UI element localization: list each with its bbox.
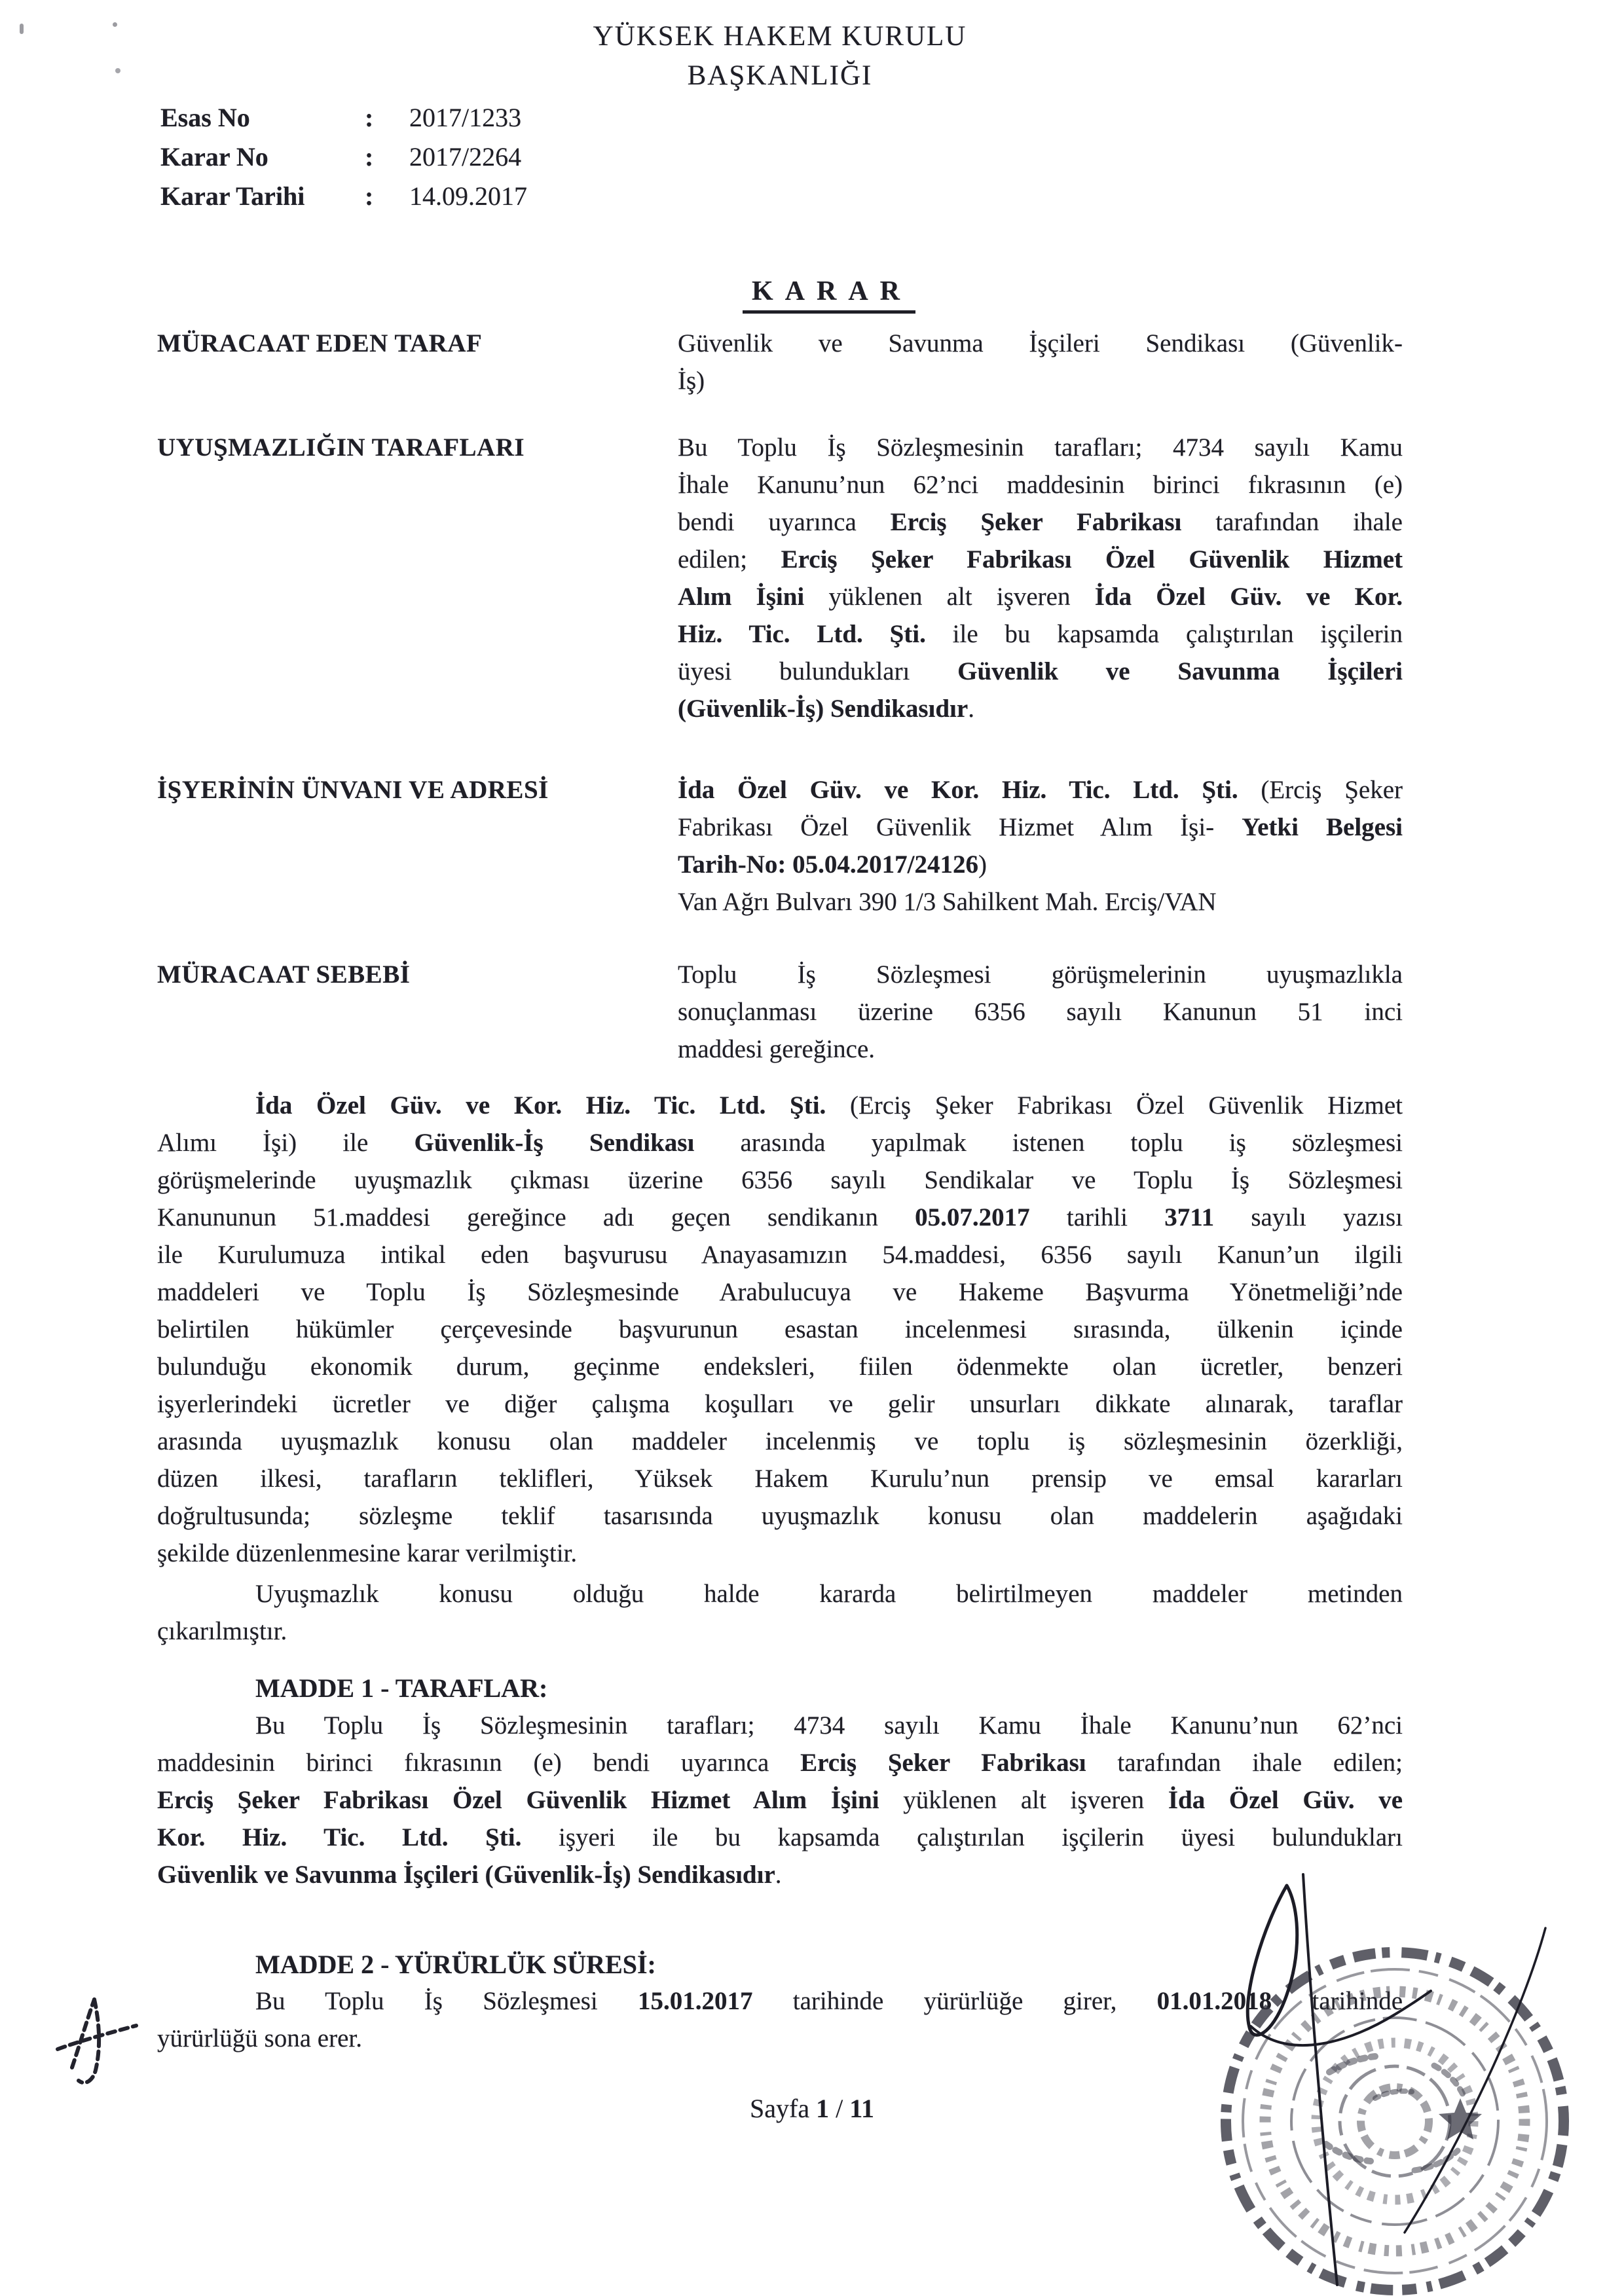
text-line — [678, 690, 1403, 727]
case-number-row — [160, 98, 527, 137]
bold-text-segment: Alım İşini — [678, 583, 805, 611]
bold-text-segment: 01.01.2018 — [1156, 1987, 1272, 2015]
text-segment: görüşmelerinde uyuşmazlık çıkması üzerine 6356 sayılı Sendikalar ve Toplu İş Sözleşmesi — [157, 1166, 1403, 1194]
text-line — [678, 615, 1403, 653]
text-line — [157, 1707, 1403, 1744]
bold-text-segment: Erciş Şeker Fabrikası Özel Güvenlik Hizmet — [781, 545, 1403, 574]
text-segment: ) — [978, 850, 987, 879]
scan-speck — [115, 68, 120, 73]
decision-number-row — [160, 137, 527, 177]
bold-text-segment: Erciş Şeker Fabrikası — [890, 508, 1182, 536]
text-segment: doğrultusunda; sözleşme teklif tasarısında uyuşmazlık konusu olan maddelerin aşağıdaki — [157, 1502, 1403, 1530]
text-segment: tarihinde — [1272, 1987, 1403, 2015]
text-segment: bulunduğu ekonomik durum, geçinme endeksleri, fiilen ödenmekte olan ücretler, benzeri — [157, 1353, 1403, 1381]
text-segment: maddesi gereğince. — [678, 1035, 876, 1063]
text-segment: İhale Kanunu’nun 62’nci maddesinin birinci fıkrasının (e) — [678, 471, 1403, 499]
text-segment: tarihinde yürürlüğe girer, — [752, 1987, 1157, 2015]
meta-colon: : — [365, 181, 374, 211]
meta-value: 14.09.2017 — [409, 181, 527, 211]
section-text — [678, 325, 1403, 399]
text-line — [157, 1575, 1403, 1613]
text-segment: Alımı İşi) ile — [157, 1129, 415, 1157]
bold-text-segment: İda Özel Güv. ve — [1168, 1786, 1403, 1814]
bold-text-segment: Erciş Şeker Fabrikası — [800, 1749, 1086, 1777]
section-text — [678, 956, 1403, 1068]
text-line — [157, 1385, 1403, 1423]
text-segment: işyerlerindeki ücretler ve diğer çalışma koşulları ve gelir unsurları dikkate alınarak, taraflar — [157, 1390, 1403, 1418]
text-segment: tarihli — [1029, 1203, 1165, 1231]
text-segment: . — [968, 695, 974, 723]
meta-value: 2017/1233 — [409, 103, 522, 132]
scan-speck — [113, 22, 117, 27]
bold-text-segment: Tarih-No: 05.04.2017/24126 — [678, 850, 978, 879]
text-line — [157, 1348, 1403, 1385]
text-segment: Bu Toplu İş Sözleşmesinin tarafları; 4734 sayılı Kamu — [678, 433, 1403, 462]
text-line — [157, 1744, 1403, 1781]
text-line — [678, 503, 1403, 541]
text-segment: Toplu İş Sözleşmesi görüşmelerinin uyuşmazlıkla — [678, 960, 1403, 989]
text-segment: yüklenen alt işveren — [804, 583, 1095, 611]
text-segment: ile bu kapsamda çalıştırılan işçilerin — [925, 620, 1403, 648]
text-line — [157, 1087, 1403, 1124]
text-segment: çıkarılmıştır. — [157, 1617, 287, 1645]
text-line — [678, 325, 1403, 362]
bold-text-segment: Güvenlik ve Savunma İşçileri — [957, 657, 1403, 685]
text-segment: belirtilen hükümler çerçevesinde başvurunun esastan incelenmesi sırasında, ülkenin içinde — [157, 1315, 1403, 1343]
text-segment: . — [775, 1861, 782, 1889]
text-line — [678, 771, 1403, 809]
text-segment: yürürlüğü sona erer. — [157, 2024, 362, 2052]
section-label: İŞYERİNİN ÜNVANI VE ADRESİ — [157, 776, 549, 804]
body-paragraph-1 — [157, 1087, 1403, 1572]
text-line — [157, 1236, 1403, 1273]
text-line — [157, 1273, 1403, 1311]
text-line — [678, 362, 1403, 399]
text-line — [157, 1497, 1403, 1535]
text-line — [157, 1311, 1403, 1348]
text-line — [678, 541, 1403, 578]
text-line — [678, 956, 1403, 993]
meta-colon: : — [365, 142, 374, 172]
text-segment: Kanununun 51.maddesi gereğince adı geçen sendikanın — [157, 1203, 915, 1231]
letterhead-line1: YÜKSEK HAKEM KURULU — [593, 21, 967, 52]
decision-date-row — [160, 177, 527, 216]
bold-text-segment: 1 — [816, 2094, 830, 2123]
text-segment: bendi uyarınca — [678, 508, 891, 536]
text-line — [157, 1124, 1403, 1161]
text-segment: Uyuşmazlık konusu olduğu halde kararda belirtilmeyen maddeler metinden — [255, 1580, 1403, 1608]
section-muracaat-eden-taraf — [157, 325, 1403, 399]
text-segment: sonuçlanması üzerine 6356 sayılı Kanunun 51 inci — [678, 998, 1403, 1026]
text-line — [157, 1460, 1403, 1497]
section-text — [678, 771, 1403, 920]
section-label: MÜRACAAT SEBEBİ — [157, 960, 411, 989]
text-line — [157, 1613, 1403, 1650]
text-line — [157, 1161, 1403, 1199]
text-line — [678, 809, 1403, 846]
section-muracaat-sebebi — [157, 956, 1403, 1068]
text-segment: ile Kurulumuza intikal eden başvurusu Anayasamızın 54.maddesi, 6356 sayılı Kanun’un ilgili — [157, 1241, 1403, 1269]
bold-text-segment: Güvenlik-İş Sendikası — [414, 1129, 695, 1157]
text-segment: arasında uyuşmazlık konusu olan maddeler incelenmiş ve toplu iş sözleşmesinin özerkliği, — [157, 1427, 1403, 1455]
bold-text-segment: Kor. Hiz. Tic. Ltd. Şti. — [157, 1823, 522, 1851]
decision-heading-text: KARAR — [743, 275, 915, 314]
bold-text-segment: İda Özel Güv. ve Kor. — [1094, 583, 1403, 611]
article-1-heading: MADDE 1 - TARAFLAR: — [255, 1673, 548, 1703]
section-text — [678, 429, 1403, 727]
bold-text-segment: İda Özel Güv. ve Kor. Hiz. Tic. Ltd. Şti. — [255, 1091, 826, 1120]
text-segment: maddeleri ve Toplu İş Sözleşmesinde Arabulucuya ve Hakeme Başvurma Yönetmeliği’nde — [157, 1278, 1403, 1306]
signature — [1247, 1874, 1545, 2285]
section-uyusmazligin-taraflari — [157, 429, 1403, 727]
seal-rings — [1226, 1952, 1564, 2290]
text-segment: / — [829, 2094, 850, 2123]
bold-text-segment: (Güvenlik-İş) Sendikasıdır — [678, 695, 969, 723]
text-segment: İş) — [678, 367, 705, 395]
meta-label: Karar Tarihi — [160, 181, 305, 211]
text-segment: sayılı yazısı — [1214, 1203, 1403, 1231]
text-segment: Bu Toplu İş Sözleşmesinin tarafları; 4734 sayılı Kamu İhale Kanunu’nun 62’nci — [255, 1711, 1403, 1740]
case-meta — [160, 98, 527, 216]
bold-text-segment: 3711 — [1164, 1203, 1215, 1231]
text-line — [157, 1199, 1403, 1236]
text-segment: (Erciş Şeker Fabrikası Özel Güvenlik Hizmet — [826, 1091, 1403, 1120]
article-2-heading: MADDE 2 - YÜRÜRLÜK SÜRESİ: — [255, 1950, 656, 1979]
bold-text-segment: 15.01.2017 — [637, 1987, 753, 2015]
text-line — [678, 429, 1403, 466]
text-line — [678, 1030, 1403, 1068]
bold-text-segment: 11 — [849, 2094, 874, 2123]
text-segment: düzen ilkesi, tarafların teklifleri, Yüksek Hakem Kurulu’nun prensip ve emsal kararları — [157, 1465, 1403, 1493]
text-line — [678, 578, 1403, 615]
meta-colon: : — [365, 103, 374, 132]
decision-heading — [157, 275, 1403, 314]
text-line — [678, 466, 1403, 503]
scan-speck — [20, 24, 24, 34]
text-segment: (Erciş Şeker — [1238, 776, 1403, 804]
text-line — [157, 1423, 1403, 1460]
bold-text-segment: İda Özel Güv. ve Kor. Hiz. Tic. Ltd. Şti. — [678, 776, 1238, 804]
text-segment: maddesinin birinci fıkrasının (e) bendi uyarınca — [157, 1749, 801, 1777]
text-segment: yüklenen alt işveren — [879, 1786, 1168, 1814]
text-line — [157, 1535, 1403, 1572]
text-segment: Bu Toplu İş Sözleşmesi — [255, 1987, 638, 2015]
text-segment: edilen; — [678, 545, 781, 574]
text-line — [157, 1819, 1403, 1856]
letterhead-line2: BAŞKANLIĞI — [687, 60, 873, 91]
bold-text-segment: Yetki Belgesi — [1242, 813, 1403, 841]
official-seal-and-signature — [1179, 1863, 1624, 2296]
text-segment: Fabrikası Özel Güvenlik Hizmet Alım İşi- — [678, 813, 1242, 841]
meta-label: Esas No — [160, 103, 250, 132]
text-segment: Güvenlik ve Savunma İşçileri Sendikası (Güvenlik- — [678, 329, 1403, 357]
text-segment: Van Ağrı Bulvarı 390 1/3 Sahilkent Mah. Erciş/VAN — [678, 888, 1217, 916]
bold-text-segment: Erciş Şeker Fabrikası Özel Güvenlik Hizmet Alım İşini — [157, 1786, 879, 1814]
text-segment: üyesi bulundukları — [678, 657, 958, 685]
body-paragraph-2 — [157, 1575, 1403, 1650]
text-line — [157, 1781, 1403, 1819]
section-isyerinin-unvani-ve-adresi — [157, 771, 1403, 920]
text-line — [678, 993, 1403, 1030]
text-segment: arasında yapılmak istenen toplu iş sözleşmesi — [694, 1129, 1403, 1157]
text-line — [678, 653, 1403, 690]
text-segment: işyeri ile bu kapsamda çalıştırılan işçilerin üyesi bulundukları — [521, 1823, 1403, 1851]
letterhead — [157, 17, 1403, 96]
section-label: MÜRACAAT EDEN TARAF — [157, 329, 483, 357]
bold-text-segment: 05.07.2017 — [915, 1203, 1030, 1231]
initials-mark — [39, 1984, 183, 2095]
text-segment: Sayfa — [750, 2094, 817, 2123]
text-line — [678, 846, 1403, 883]
bold-text-segment: Güvenlik ve Savunma İşçileri (Güvenlik-İş) Sendikasıdır — [157, 1861, 775, 1889]
bold-text-segment: Hiz. Tic. Ltd. Şti. — [678, 620, 926, 648]
text-line — [678, 883, 1403, 920]
text-segment: şekilde düzenlenmesine karar verilmiştir. — [157, 1539, 578, 1567]
section-label: UYUŞMAZLIĞIN TARAFLARI — [157, 433, 525, 462]
meta-value: 2017/2264 — [409, 142, 522, 172]
meta-label: Karar No — [160, 142, 268, 172]
text-segment: tarafından ihale edilen; — [1086, 1749, 1403, 1777]
text-segment: tarafından ihale — [1181, 508, 1403, 536]
